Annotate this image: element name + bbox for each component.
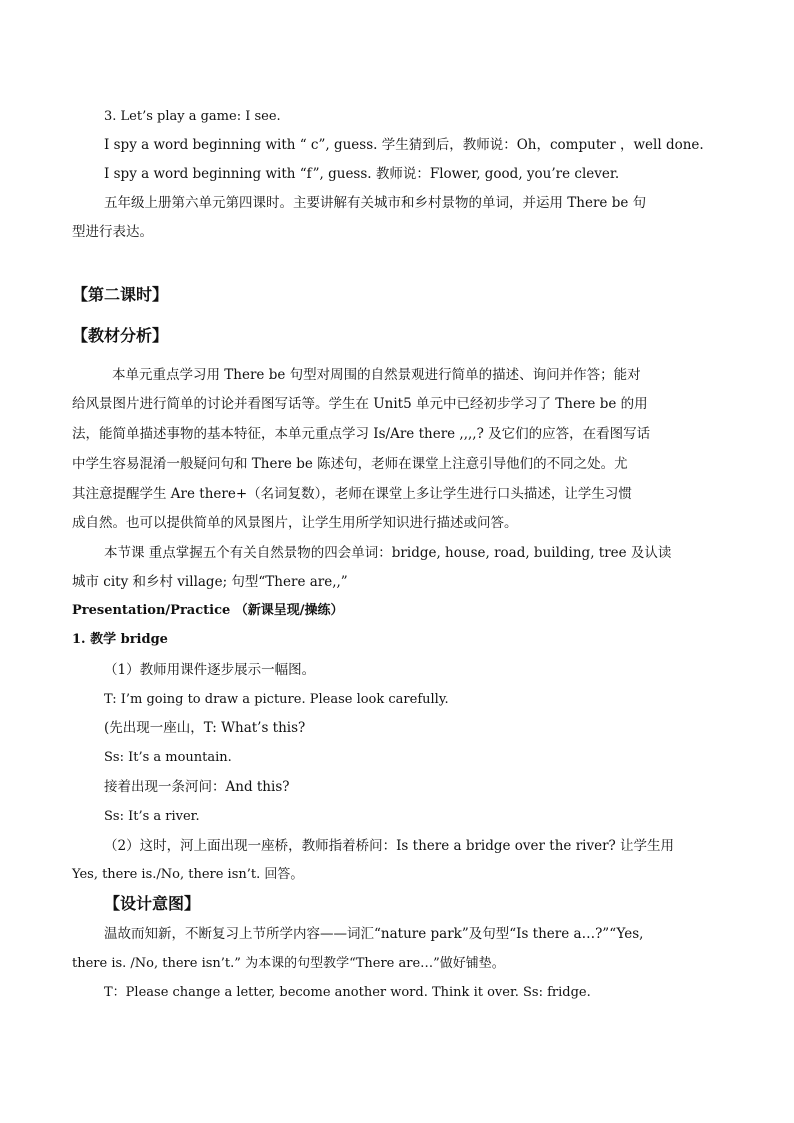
analysis-paragraph-line-2: 给风景图片进行简单的讨论并看图写话等。学生在 Unit5 单元中已经初步学习了 There be 的用: [72, 396, 648, 412]
step-1-line: （1）教师用课件逐步展示一幅图。: [104, 662, 316, 678]
section-heading-material-analysis: 【教材分析】: [72, 326, 169, 345]
analysis-paragraph-line-5: 其注意提醒学生 Are there+（名词复数），老师在课堂上多让学生进行口头描述，让学生习惯: [72, 486, 632, 502]
teaching-bridge-heading: 1. 教学 bridge: [72, 632, 168, 647]
change-letter-line: T：Please change a letter, become another word. Think it over. Ss: fridge.: [104, 985, 591, 1000]
spy-f-line: I spy a word beginning with “f”, guess. 教师说：Flower, good, you’re clever.: [104, 166, 620, 182]
analysis-paragraph-line-3: 法，能简单描述事物的基本特征，本单元重点学习 Is/Are there ,,,,? 及它们的应答，在看图写话: [72, 426, 651, 442]
section-heading-second-period: 【第二课时】: [72, 285, 169, 304]
step-2-line-2: Yes, there is./No, there isn’t. 回答。: [72, 867, 304, 882]
design-intent-heading: 【设计意图】: [104, 894, 201, 913]
analysis-paragraph-line-4: 中学生容易混淆一般疑问句和 There be 陈述句，老师在课堂上注意引导他们的不同之处。尤: [72, 456, 628, 472]
game-title-line: 3. Let’s play a game: I see.: [104, 109, 281, 124]
design-intent-line-1: 温故而知新，不断复习上节所学内容——词汇“nature park”及句型“Is there a…?”“Yes,: [104, 926, 644, 942]
mountain-answer-line: Ss: It’s a mountain.: [104, 750, 232, 765]
focus-words-line-1: 本节课 重点掌握五个有关自然景物的四会单词：bridge, house, road, building, tree 及认读: [104, 545, 672, 561]
teacher-line-draw: T: I’m going to draw a picture. Please look carefully.: [104, 692, 449, 707]
step-2-line-1: （2）这时，河上面出现一座桥，教师指着桥问：Is there a bridge over the river? 让学生用: [104, 838, 675, 854]
analysis-paragraph-line-1: 本单元重点学习用 There be 句型对周围的自然景观进行简单的描述、询问并作答；能对: [112, 367, 641, 383]
design-intent-line-2: there is. /No, there isn’t.” 为本课的句型教学“There are…”做好铺垫。: [72, 956, 505, 971]
river-answer-line: Ss: It’s a river.: [104, 809, 200, 824]
river-question-line: 接着出现一条河问：And this?: [104, 779, 290, 795]
presentation-practice-heading: Presentation/Practice （新课呈现/操练）: [72, 603, 344, 618]
analysis-paragraph-line-6: 成自然。也可以提供简单的风景图片，让学生用所学知识进行描述或问答。: [72, 515, 518, 531]
focus-words-line-2: 城市 city 和乡村 village; 句型“There are,,”: [72, 574, 348, 590]
lesson-summary-line-1: 五年级上册第六单元第四课时。主要讲解有关城市和乡村景物的单词，并运用 There be 句: [104, 195, 647, 211]
lesson-summary-line-2: 型进行表达。: [72, 224, 153, 240]
spy-c-line: I spy a word beginning with “ c”, guess. 学生猜到后，教师说：Oh，computer ，well done.: [104, 137, 704, 153]
mountain-question-line: (先出现一座山，T: What’s this?: [104, 720, 306, 736]
